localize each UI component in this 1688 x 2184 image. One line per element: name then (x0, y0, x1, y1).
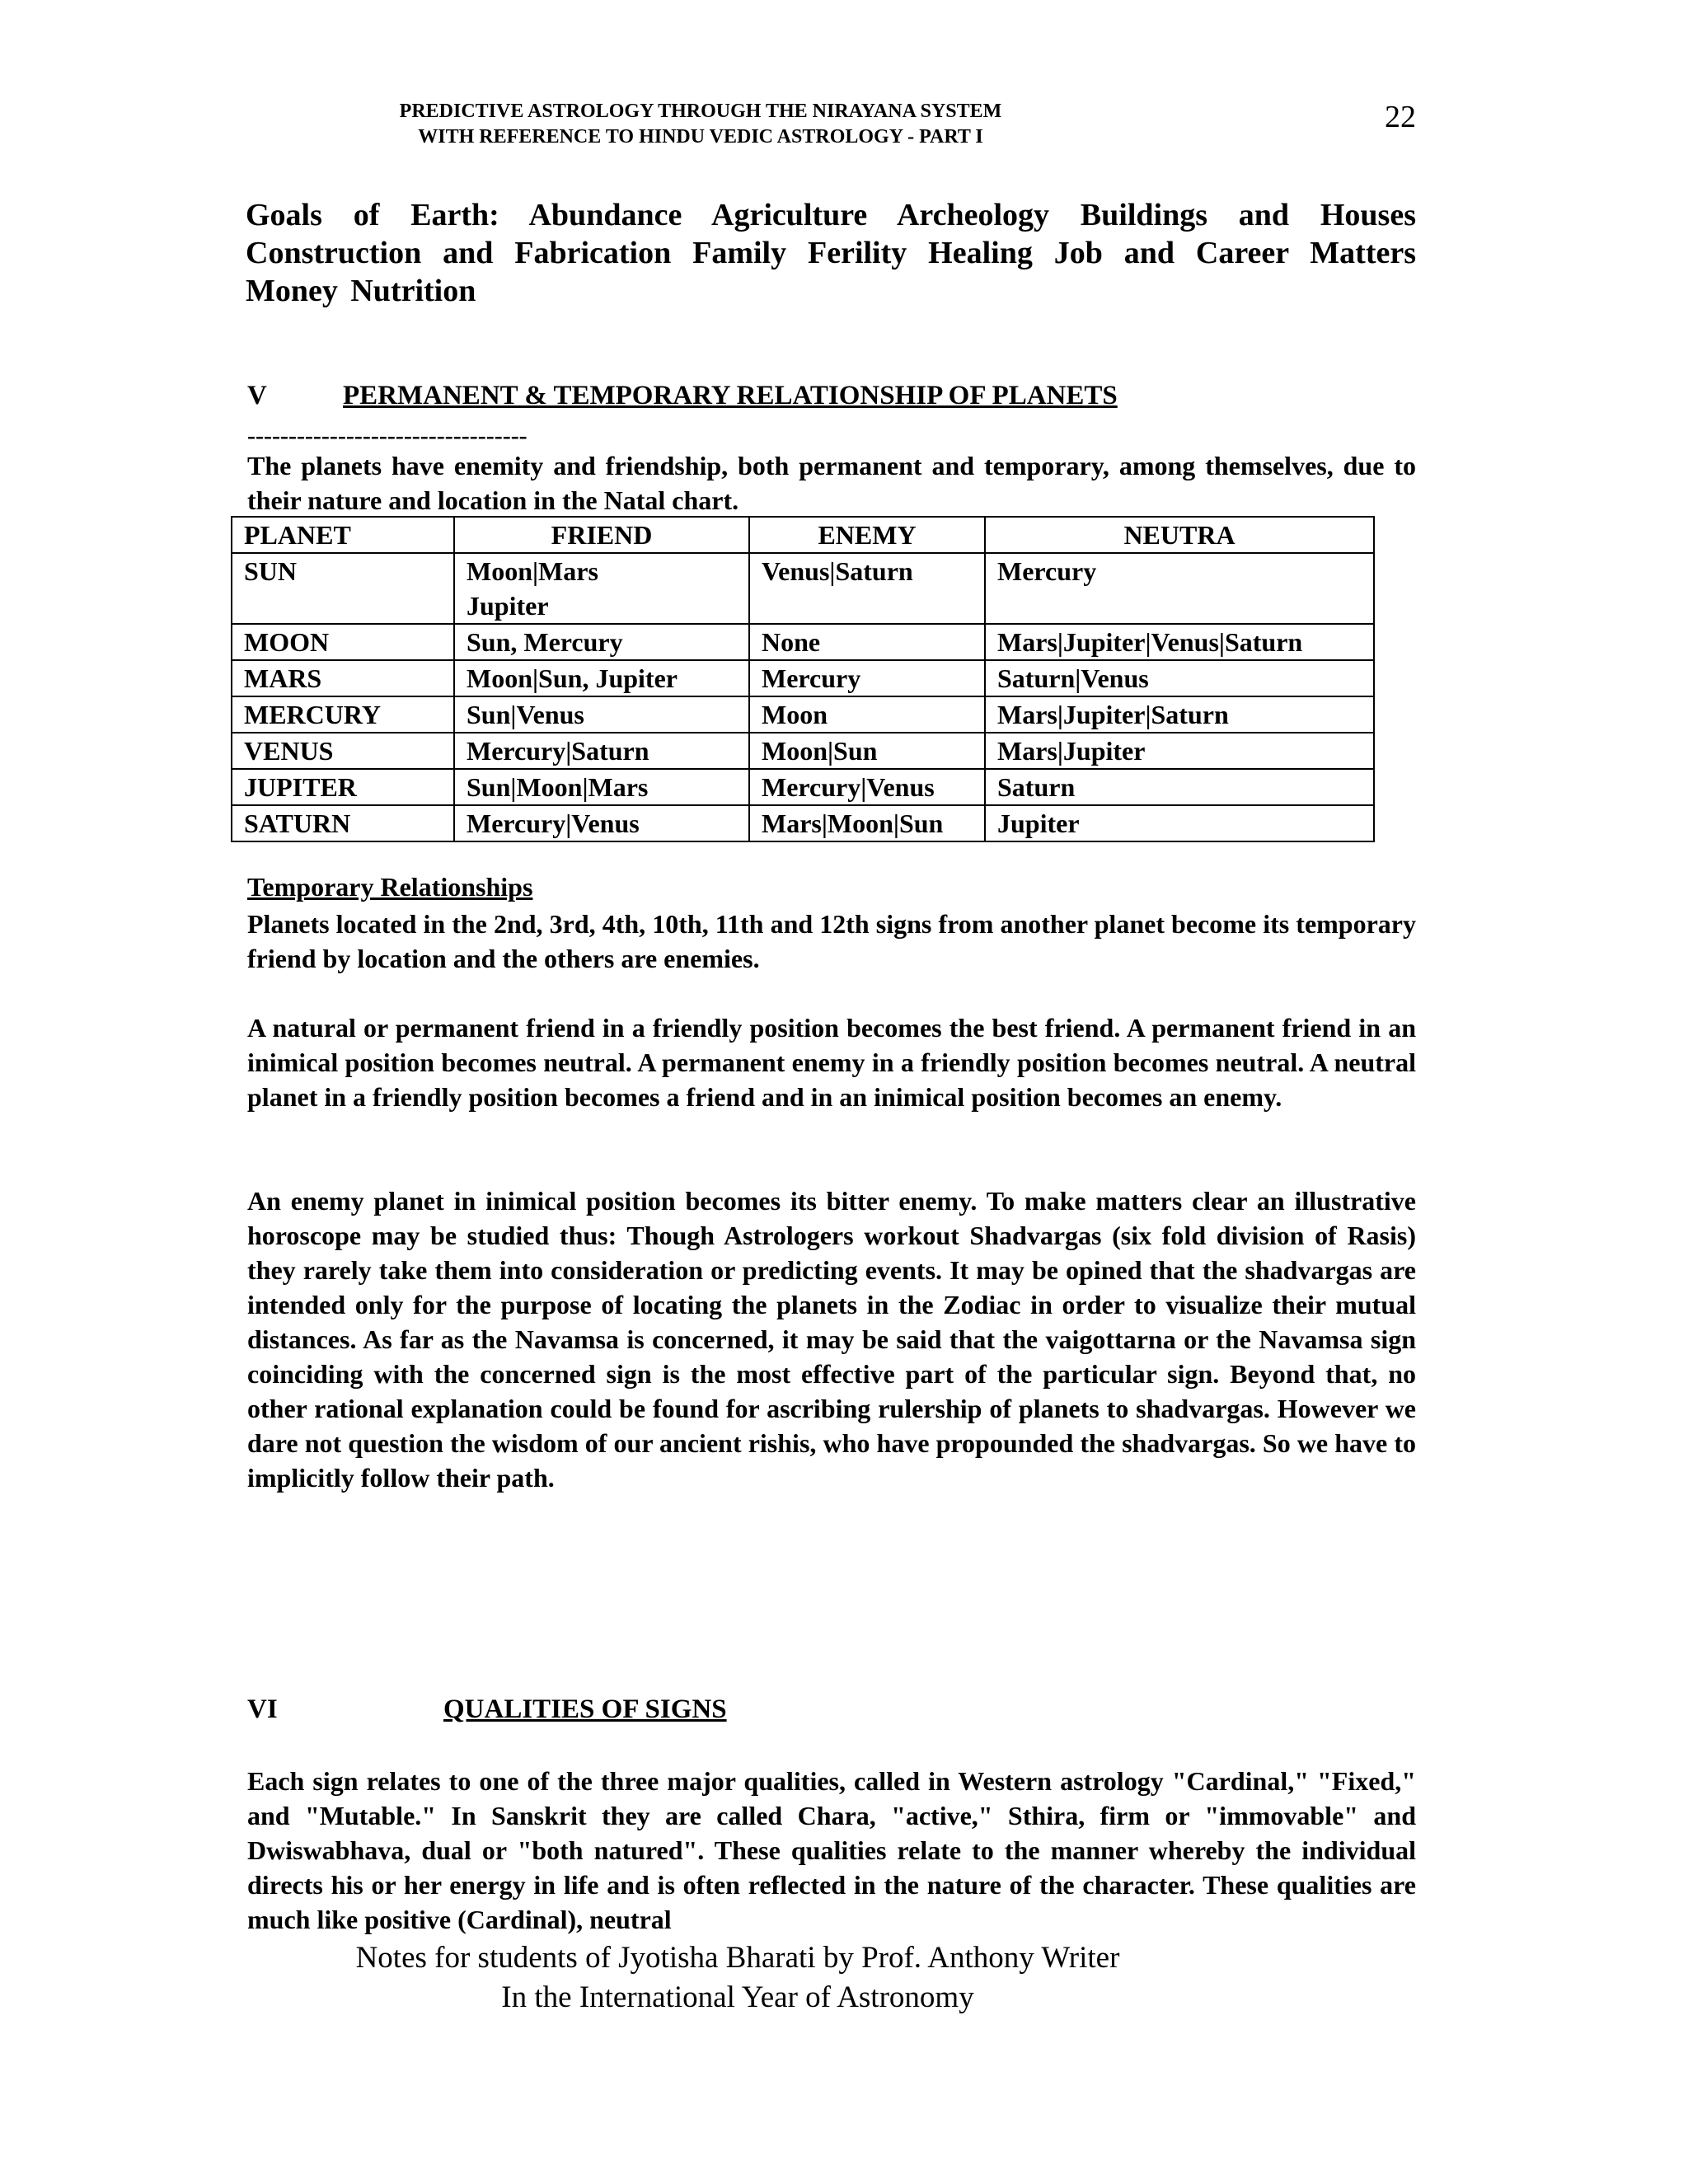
planet-cell: VENUS (232, 733, 454, 769)
friend-cell: Moon|Sun, Jupiter (454, 660, 749, 696)
page-footer (247, 1938, 1525, 2018)
enemy-cell: Mars|Moon|Sun (749, 805, 985, 841)
planet-cell: MERCURY (232, 696, 454, 733)
neutral-cell: Mars|Jupiter (985, 733, 1374, 769)
temporary-paragraph-2: A natural or permanent friend in a friendly position becomes the best friend. A permanent friend in an inimical position becomes neutral. A permanent enemy in a friendly position becomes neutral. A neutral planet in a friendly position becomes a friend and in an inimical position becomes an enemy. (247, 1013, 1416, 1112)
friend-cell: Sun|Venus (454, 696, 749, 733)
section-6-paragraph: Each sign relates to one of the three major qualities, called in Western astrology "Cardinal," "Fixed," and "Mutable." In Sanskrit they are called Chara, "active," Sthira, firm or "immovable" and Dwiswabhava, dual or "both natured". These qualities relate to the manner whereby the individual directs his or her energy in life and is often reflected in the nature of the character. These qualities are much like positive (Cardinal), neutral (247, 1766, 1416, 1934)
table-row (232, 660, 1374, 696)
neutral-cell: Mars|Jupiter|Venus|Saturn (985, 624, 1374, 660)
table-row (232, 624, 1374, 660)
running-header (247, 99, 1525, 150)
enemy-cell: Moon|Sun (749, 733, 985, 769)
header-enemy: ENEMY (749, 517, 985, 553)
neutral-cell: Mars|Jupiter|Saturn (985, 696, 1374, 733)
section-title: QUALITIES OF SIGNS (443, 1694, 727, 1724)
enemy-cell: None (749, 624, 985, 660)
table-row (232, 805, 1374, 841)
neutral-cell: Saturn|Venus (985, 660, 1374, 696)
planet-cell: MOON (232, 624, 454, 660)
dash-rule: ---------------------------------- (247, 422, 528, 449)
friend-cell: Mercury|Saturn (454, 733, 749, 769)
header-neutral: NEUTRA (985, 517, 1374, 553)
footer-line-1: Notes for students of Jyotisha Bharati by Prof. Anthony Writer (355, 1941, 1120, 1975)
header-line-2: WITH REFERENCE TO HINDU VEDIC ASTROLOGY - PART I (418, 126, 983, 148)
temporary-relationships-heading: Temporary Relationships (247, 872, 533, 902)
planet-cell: SATURN (232, 805, 454, 841)
neutral-cell: Saturn (985, 769, 1374, 805)
section-5-intro: The planets have enemity and friendship, both permanent and temporary, among themselves, due to their nature and location in the Natal chart. (247, 451, 1416, 515)
planet-cell: SUN (232, 553, 454, 624)
enemy-cell: Moon (749, 696, 985, 733)
friend-cell: Sun, Mercury (454, 624, 749, 660)
neutral-cell: Jupiter (985, 805, 1374, 841)
neutral-cell: Mercury (985, 553, 1374, 624)
section-number: VI (247, 1694, 278, 1724)
table-row (232, 769, 1374, 805)
header-friend: FRIEND (454, 517, 749, 553)
enemy-cell: Mercury (749, 660, 985, 696)
page-number: 22 (1385, 100, 1416, 134)
enemy-cell: Venus|Saturn (749, 553, 985, 624)
table-header-row (232, 517, 1374, 553)
friend-cell (454, 553, 749, 624)
table-row (232, 733, 1374, 769)
friend-cell: Sun|Moon|Mars (454, 769, 749, 805)
table-row (232, 553, 1374, 624)
friend-text: Moon|Mars Jupiter (467, 556, 598, 621)
enemy-cell: Mercury|Venus (749, 769, 985, 805)
header-planet: PLANET (232, 517, 454, 553)
goals-of-earth: Goals of Earth: Abundance Agriculture Archeology Buildings and Houses Construction and Fabrication Family Ferility Healing Job and Career Matters Money Nutrition (246, 198, 1416, 308)
planet-cell: MARS (232, 660, 454, 696)
friend-cell: Mercury|Venus (454, 805, 749, 841)
section-number: V (247, 381, 267, 410)
table-row (232, 696, 1374, 733)
temporary-paragraph-1: Planets located in the 2nd, 3rd, 4th, 10th, 11th and 12th signs from another planet become its temporary friend by location and the others are enemies. (247, 909, 1416, 973)
planet-cell: JUPITER (232, 769, 454, 805)
temporary-paragraph-3: An enemy planet in inimical position becomes its bitter enemy. To make matters clear an illustrative horoscope may be studied thus: Though Astrologers workout Shadvargas (six fold division of Rasis) they rarely take them into consideration or predicting events. It may be opined that the shadvargas are intended only for the purpose of locating the planets in the Zodiac in order to visualize their mutual distances. As far as the Navamsa is concerned, it may be said that the vaigottarna or the Navamsa sign coinciding with the concerned sign is the most effective part of the particular sign. Beyond that, no other rational explanation could be found for ascribing rulership of planets to shadvargas. However we dare not question the wisdom of our ancient rishis, who have propounded the shadvargas. So we have to implicitly follow their path. (247, 1186, 1416, 1493)
footer-line-2: In the International Year of Astronomy (501, 1980, 974, 2014)
planet-relationship-table (231, 516, 1375, 842)
header-line-1: PREDICTIVE ASTROLOGY THROUGH THE NIRAYANA SYSTEM (399, 101, 1002, 122)
section-title: PERMANENT & TEMPORARY RELATIONSHIP OF PLANETS (343, 381, 1118, 410)
